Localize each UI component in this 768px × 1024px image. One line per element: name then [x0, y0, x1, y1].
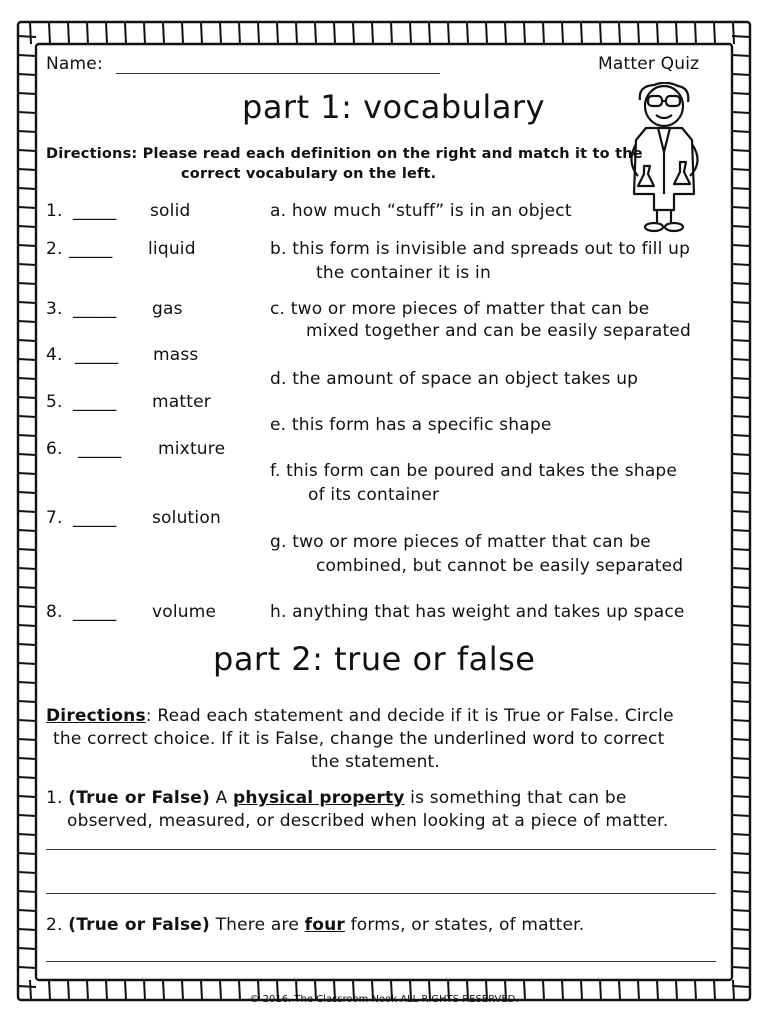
definition-f-cont: of its container: [308, 485, 440, 505]
part2-directions-line3: the statement.: [311, 752, 441, 772]
term-blank[interactable]: _____: [73, 392, 117, 412]
underlined-term: four: [304, 915, 345, 935]
question-text: is something that can be: [404, 788, 627, 808]
term-blank[interactable]: _____: [69, 239, 113, 259]
true-false-choice[interactable]: (True or False): [68, 788, 210, 808]
definition-c-cont: mixed together and can be easily separated: [306, 321, 691, 341]
definition-a: a. how much “stuff” is in an object: [270, 201, 572, 221]
term-blank[interactable]: _____: [73, 201, 117, 221]
question-text: forms, or states, of matter.: [344, 915, 585, 935]
definition-b-cont: the container it is in: [316, 263, 491, 283]
directions-label: Directions: [46, 706, 146, 726]
definition-d: d. the amount of space an object takes up: [270, 369, 639, 389]
term-number: 4.: [46, 345, 63, 365]
term-blank[interactable]: _____: [75, 345, 119, 365]
definition-e: e. this form has a specific shape: [270, 415, 552, 435]
term-blank[interactable]: _____: [73, 508, 117, 528]
term-number: 3.: [46, 299, 63, 319]
part2-directions-line2: the correct choice. If it is False, change the underlined word to correct: [53, 729, 665, 749]
part1-directions-line2: correct vocabulary on the left.: [181, 166, 437, 182]
term-word: volume: [152, 602, 217, 622]
term-number: 7.: [46, 508, 63, 528]
question-1: [46, 788, 626, 808]
part1-title: part 1: vocabulary: [242, 88, 546, 126]
term-word: matter: [152, 392, 211, 412]
term-word: mixture: [158, 439, 226, 459]
term-blank[interactable]: _____: [73, 602, 117, 622]
answer-line-2[interactable]: [46, 893, 716, 894]
term-number: 6.: [46, 439, 63, 459]
question-number: 2.: [46, 915, 63, 935]
term-blank[interactable]: _____: [78, 439, 122, 459]
question-2: [46, 915, 584, 935]
term-number: 5.: [46, 392, 63, 412]
name-label: Name:: [46, 54, 103, 74]
copyright-footer: © 2016. The Classroom Nook ALL RIGHTS RESERVED.: [249, 994, 519, 1005]
directions-text: : Read each statement and decide if it is True or False. Circle: [145, 706, 674, 726]
term-number: 8.: [46, 602, 63, 622]
question-1-cont: observed, measured, or described when looking at a piece of matter.: [67, 811, 669, 831]
part2-directions-line1: [46, 706, 674, 726]
quiz-title: Matter Quiz: [598, 54, 700, 74]
true-false-choice[interactable]: (True or False): [68, 915, 210, 935]
term-number: 1.: [46, 201, 63, 221]
term-number: 2.: [46, 239, 63, 259]
term-word: solution: [152, 508, 221, 528]
definition-g-cont: combined, but cannot be easily separated: [316, 556, 684, 576]
definition-g: g. two or more pieces of matter that can be: [270, 532, 651, 552]
question-number: 1.: [46, 788, 63, 808]
definition-f: f. this form can be poured and takes the shape: [270, 461, 678, 481]
question-text: A: [209, 788, 234, 808]
term-word: liquid: [148, 239, 196, 259]
term-word: gas: [152, 299, 183, 319]
definition-h: h. anything that has weight and takes up space: [270, 602, 685, 622]
answer-line-1[interactable]: [46, 849, 716, 850]
underlined-term: physical property: [233, 788, 405, 808]
question-text: There are: [209, 915, 305, 935]
definition-c: c. two or more pieces of matter that can be: [270, 299, 650, 319]
part1-directions-line1: Directions: Please read each definition on the right and match it to the: [46, 146, 643, 162]
name-field-line[interactable]: [116, 73, 440, 74]
term-blank[interactable]: _____: [73, 299, 117, 319]
definition-b: b. this form is invisible and spreads out to fill up: [270, 239, 691, 259]
term-word: solid: [150, 201, 191, 221]
term-word: mass: [153, 345, 199, 365]
answer-line-3[interactable]: [46, 961, 716, 962]
part2-title: part 2: true or false: [213, 640, 536, 678]
